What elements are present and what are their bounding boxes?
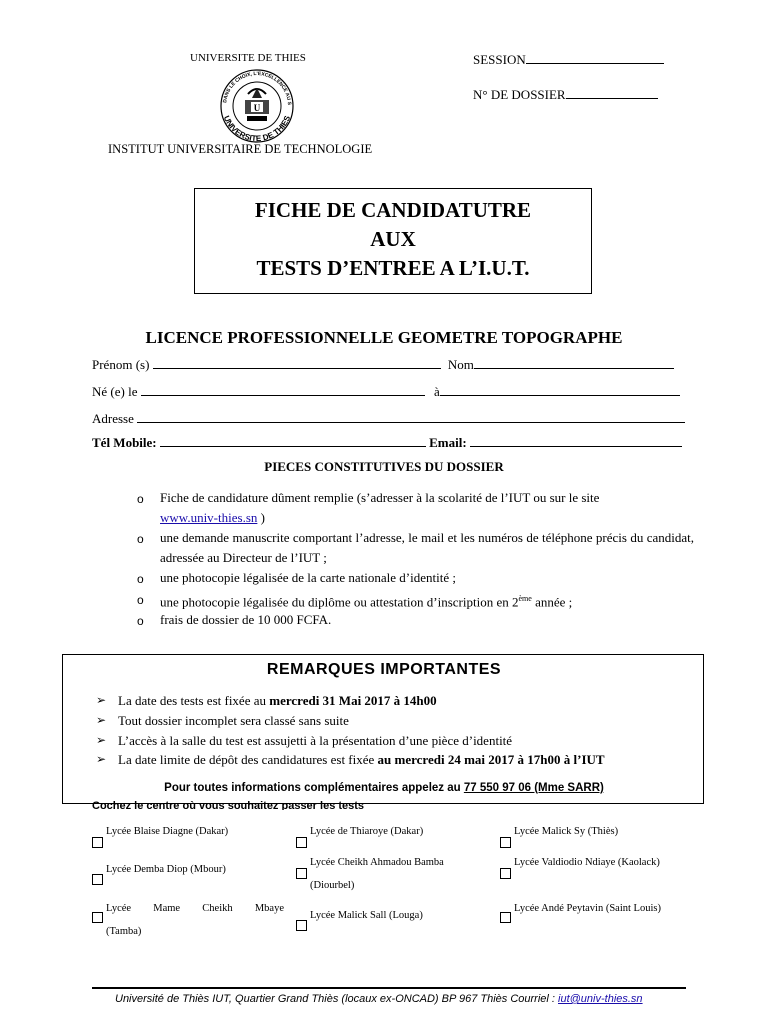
- bullet-marker: o: [137, 593, 144, 607]
- birth-place-label: à: [433, 384, 440, 399]
- dossier-input-line[interactable]: [566, 87, 658, 99]
- svg-text:UNIVERSITE DE THIES: UNIVERSITE DE THIES: [221, 114, 293, 144]
- univ-thies-link[interactable]: www.univ-thies.sn: [160, 510, 258, 525]
- footer-email-link[interactable]: iut@univ-thies.sn: [558, 993, 643, 1005]
- centre-label: Lycée Andé Peytavin (Saint Louis): [514, 903, 661, 914]
- footer-divider: [92, 987, 686, 989]
- address-input-line[interactable]: [137, 411, 685, 423]
- checkbox-demba-diop[interactable]: [92, 874, 103, 885]
- centre-label: Lycée Blaise Diagne (Dakar): [106, 826, 229, 837]
- title-box: [194, 188, 592, 294]
- piece-item: une photocopie légalisée du diplôme ou attestation d’inscription en 2ème année ;: [160, 594, 573, 610]
- piece-item: frais de dossier de 10 000 FCFA.: [160, 612, 332, 627]
- footer-address: Université de Thiès IUT, Quartier Grand Thiès (locaux ex-ONCAD) BP 967 Thiès Courriel : iut@univ-thies.sn: [115, 993, 643, 1005]
- centre-label: Lycée Malick Sall (Louga): [310, 910, 423, 921]
- title-line-2: AUX: [370, 227, 416, 251]
- email-input-line[interactable]: [470, 435, 682, 447]
- title-line-3: TESTS D’ENTREE A L’I.U.T.: [256, 256, 530, 280]
- centre-label: Lycée Mame Cheikh Mbaye (Tamba): [106, 903, 284, 937]
- checkbox-blaise-diagne[interactable]: [92, 837, 103, 848]
- address-label: Adresse: [92, 411, 134, 426]
- session-field[interactable]: [473, 52, 664, 68]
- checkbox-thiaroye[interactable]: [296, 837, 307, 848]
- prenom-input-line[interactable]: [153, 357, 441, 369]
- checkbox-cheikh-ahmadou-bamba[interactable]: [296, 868, 307, 879]
- remarks-title: REMARQUES IMPORTANTES: [266, 661, 502, 678]
- centre-label: Lycée Valdiodio Ndiaye (Kaolack): [514, 857, 660, 868]
- info-line: Pour toutes informations complémentaires appelez au 77 550 97 06 (Mme SARR): [164, 782, 604, 794]
- birth-date-label: Né (e) le: [92, 384, 138, 399]
- arrow-bullet-icon: ➢: [96, 733, 107, 747]
- centre-label: Lycée Demba Diop (Mbour): [106, 864, 226, 875]
- centre-label: Lycée Cheikh Ahmadou Bamba (Diourbel): [310, 857, 444, 891]
- prenom-label: Prénom (s): [92, 357, 150, 372]
- institute-name: INSTITUT UNIVERSITAIRE DE TECHNOLOGIE: [108, 142, 373, 156]
- university-name: UNIVERSITE DE THIES: [190, 52, 306, 64]
- email-label: Email:: [429, 435, 467, 450]
- checkbox-valdiodio-ndiaye[interactable]: [500, 868, 511, 879]
- centre-heading: Cochez le centre où vous souhaitez passer les tests: [92, 800, 365, 810]
- remark-item: La date des tests est fixée au mercredi 31 Mai 2017 à 14h00: [118, 693, 437, 708]
- name-row: [92, 357, 674, 373]
- session-input-line[interactable]: [526, 52, 664, 64]
- title-line-1: FICHE DE CANDIDATUTRE: [254, 198, 532, 222]
- centre-label: Lycée Malick Sy (Thiès): [514, 826, 619, 837]
- university-logo: [212, 66, 302, 144]
- checkbox-malick-sy[interactable]: [500, 837, 511, 848]
- piece-item: une demande manuscrite comportant l’adresse, le mail et les numéros de téléphone précis du candidat, adressée au Directeur de l’IUT ;: [160, 530, 694, 565]
- tel-input-line[interactable]: [160, 435, 426, 447]
- birth-place-input-line[interactable]: [440, 384, 680, 396]
- bullet-marker: o: [137, 614, 144, 628]
- remark-item: L’accès à la salle du test est assujetti à la présentation d’une pièce d’identité: [118, 733, 513, 748]
- remark-item: La date limite de dépôt des candidatures est fixée au mercredi 24 mai 2017 à 17h00 à l’IUT: [118, 752, 605, 767]
- contact-row: [92, 435, 682, 451]
- arrow-bullet-icon: ➢: [96, 752, 107, 766]
- bullet-marker: o: [137, 572, 144, 586]
- arrow-bullet-icon: ➢: [96, 693, 107, 707]
- address-row: [92, 411, 685, 427]
- checkbox-malick-sall[interactable]: [296, 920, 307, 931]
- checkbox-mame-cheikh-mbaye[interactable]: [92, 912, 103, 923]
- contact-phone[interactable]: 77 550 97 06 (Mme SARR): [463, 782, 604, 794]
- dossier-label: N° DE DOSSIER: [473, 87, 566, 102]
- piece-item: une photocopie légalisée de la carte nationale d’identité ;: [160, 570, 456, 585]
- tel-label: Tél Mobile:: [92, 435, 157, 450]
- centre-label: Lycée de Thiaroye (Dakar): [310, 826, 424, 837]
- bullet-marker: o: [137, 492, 144, 506]
- arrow-bullet-icon: ➢: [96, 713, 107, 727]
- remark-item: Tout dossier incomplet sera classé sans suite: [118, 713, 349, 728]
- birth-row: [92, 384, 680, 400]
- pieces-heading: PIECES CONSTITUTIVES DU DOSSIER: [264, 459, 504, 474]
- nom-label: Nom: [447, 357, 474, 372]
- dossier-number-field[interactable]: [473, 87, 658, 103]
- bullet-marker: o: [137, 532, 144, 546]
- svg-text:U: U: [253, 103, 261, 113]
- piece-item: Fiche de candidature dûment remplie (s’adresser à la scolarité de l’IUT ou sur le site www.univ-thies.sn ): [160, 490, 600, 525]
- checkbox-ande-peytavin[interactable]: [500, 912, 511, 923]
- svg-text:L'UNITE DANS LE CHOIX, L'EXCEL: DANS LE CHOIX, L'EXCELLENCE AU S: [222, 70, 293, 106]
- birth-date-input-line[interactable]: [141, 384, 425, 396]
- session-label: SESSION: [473, 52, 526, 67]
- program-title: LICENCE PROFESSIONNELLE GEOMETRE TOPOGRAPHE: [145, 328, 623, 347]
- nom-input-line[interactable]: [474, 357, 674, 369]
